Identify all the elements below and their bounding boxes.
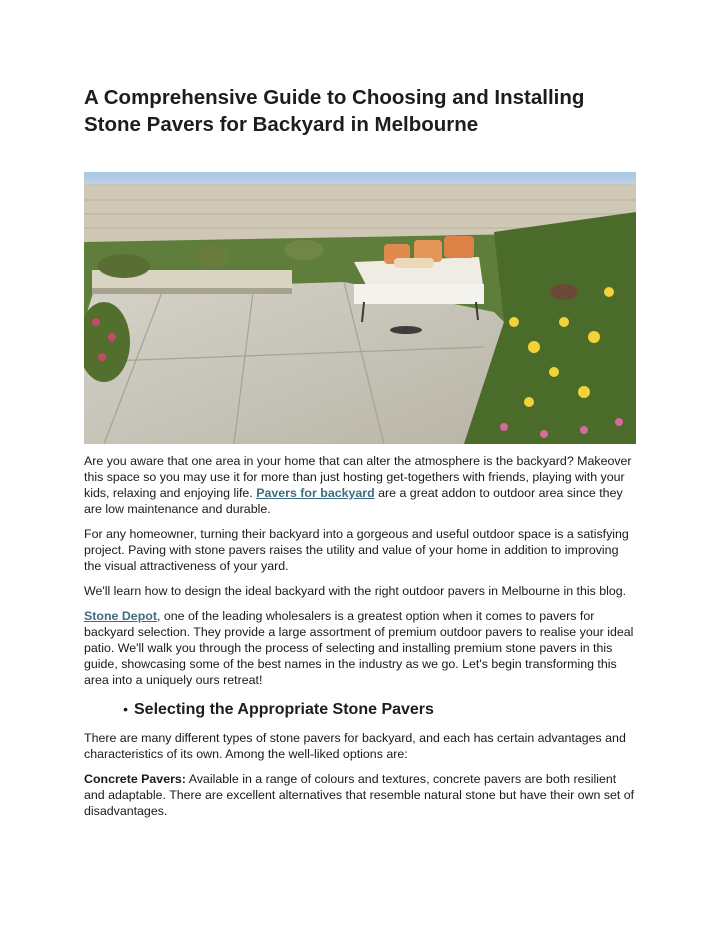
pavers-for-backyard-link[interactable]: Pavers for backyard [256,486,375,500]
article-body [84,453,636,828]
paragraph-3: We'll learn how to design the ideal backyard with the right outdoor pavers in Melbourne in this blog. [84,584,627,598]
stone-depot-link[interactable]: Stone Depot [84,609,157,623]
page-title: A Comprehensive Guide to Choosing and Installing Stone Pavers for Backyard in Melbourne [84,86,585,136]
section-heading-row [84,700,636,720]
concrete-pavers-label: Concrete Pavers: [84,772,186,786]
concrete-pavers-text: Available in a range of colours and textures, concrete pavers are both resilient and adaptable. There are excellent alternatives that resemble natural stone but have their own set of disadvantages. [84,772,635,818]
paragraph-4 [84,608,636,688]
paragraph-5: There are many different types of stone pavers for backyard, and each has certain advantages and characteristics of its own. Among the well-liked options are: [84,731,626,761]
bullet-icon: • [123,701,128,717]
intro-text-end: are a great addon to outdoor area since they are low maintenance and durable. [84,486,623,516]
intro-paragraph [84,453,636,517]
intro-text: Are you aware that one area in your home that can alter the atmosphere is the backyard? Makeover this space so you may use it for more than just hosting get-togethers with friends, playing with your kids, relaxing and enjoying life. [84,454,632,500]
paragraph-4-text: , one of the leading wholesalers is a greatest option when it comes to pavers for backyard selection. They provide a large assortment of premium outdoor pavers to realise your ideal patio. We'll walk you through the process of selecting and installing premium stone pavers in this guide, showcasing some of the best names in the industry as we go. Let's begin transforming this area into a uniquely ours retreat! [84,609,634,687]
paragraph-6 [84,771,636,819]
section-heading: Selecting the Appropriate Stone Pavers [134,701,434,718]
paragraph-2: For any homeowner, turning their backyard into a gorgeous and useful outdoor space is a satisfying project. Paving with stone pavers raises the utility and value of your home in addition to improving the visual attractiveness of your yard. [84,527,629,573]
backyard-patio-photo [84,172,636,444]
